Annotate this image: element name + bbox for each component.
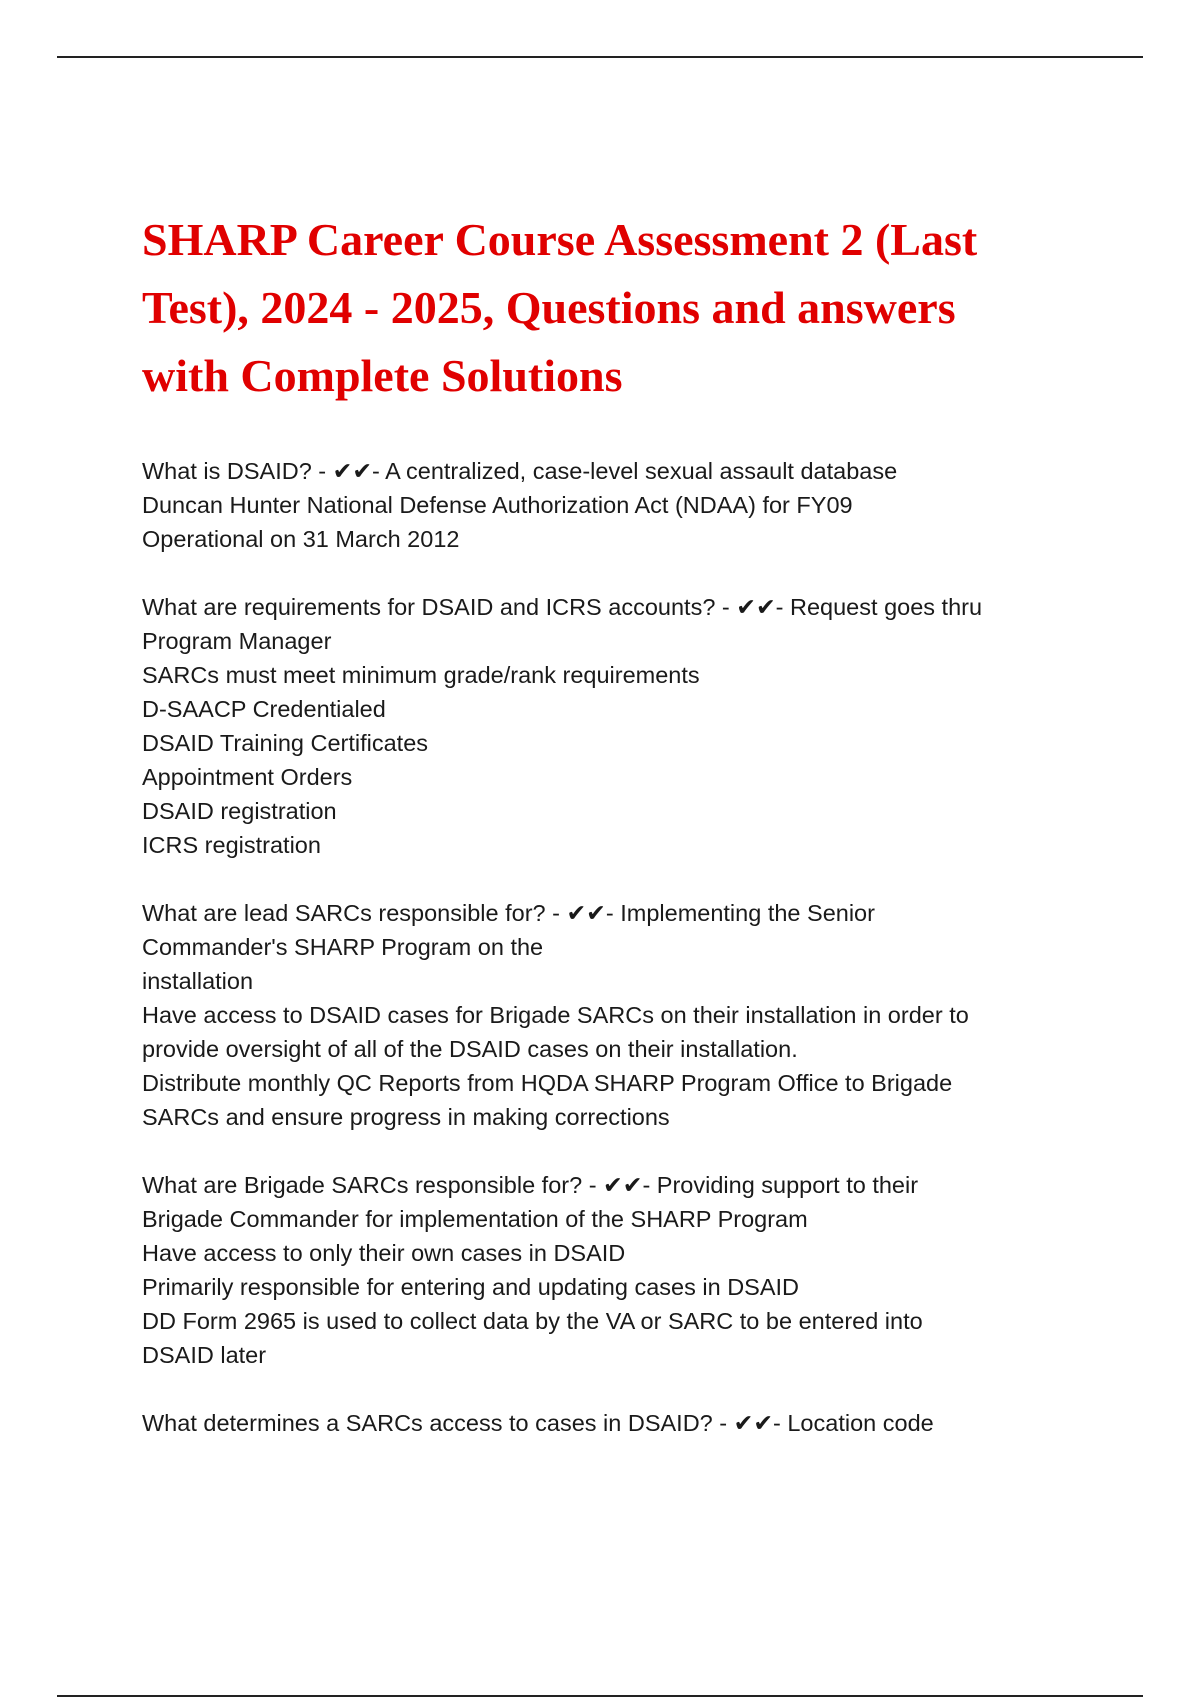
title-line: Test), 2024 - 2025, Questions and answers: [142, 282, 956, 333]
document-title: [142, 206, 1082, 410]
qa-line: Distribute monthly QC Reports from HQDA SHARP Program Office to Brigade: [142, 1070, 953, 1096]
qa-line: Have access to DSAID cases for Brigade SARCs on their installation in order to: [142, 1002, 969, 1028]
qa-line: Operational on 31 March 2012: [142, 526, 460, 552]
qa-line: ICRS registration: [142, 832, 321, 858]
qa-line: DSAID Training Certificates: [142, 730, 429, 756]
qa-line: What are requirements for DSAID and ICRS accounts? - ✔✔- Request goes thru: [142, 594, 983, 620]
qa-line: Commander's SHARP Program on the: [142, 934, 544, 960]
qa-line: installation: [142, 968, 254, 994]
qa-line: Duncan Hunter National Defense Authorization Act (NDAA) for FY09: [142, 492, 853, 518]
qa-item-brigade-sarcs: [142, 1168, 1082, 1372]
qa-line: SARCs must meet minimum grade/rank requirements: [142, 662, 700, 688]
qa-line: Program Manager: [142, 628, 332, 654]
qa-line: provide oversight of all of the DSAID cases on their installation.: [142, 1036, 798, 1062]
qa-line: SARCs and ensure progress in making corrections: [142, 1104, 670, 1130]
qa-line: What are Brigade SARCs responsible for? - ✔✔- Providing support to their: [142, 1172, 919, 1198]
title-line: SHARP Career Course Assessment 2 (Last: [142, 214, 978, 265]
qa-item-access-determination: [142, 1406, 1082, 1440]
qa-item-account-requirements: [142, 590, 1082, 862]
qa-line: What is DSAID? - ✔✔- A centralized, case-level sexual assault database: [142, 458, 898, 484]
qa-line: Appointment Orders: [142, 764, 353, 790]
qa-line: What are lead SARCs responsible for? - ✔✔- Implementing the Senior: [142, 900, 875, 926]
qa-line: DSAID later: [142, 1342, 267, 1368]
qa-line: DD Form 2965 is used to collect data by the VA or SARC to be entered into: [142, 1308, 923, 1334]
header-rule: [57, 56, 1143, 58]
qa-line: Primarily responsible for entering and updating cases in DSAID: [142, 1274, 800, 1300]
qa-line: DSAID registration: [142, 798, 337, 824]
qa-line: What determines a SARCs access to cases in DSAID? - ✔✔- Location code: [142, 1410, 934, 1436]
footer-rule: [57, 1695, 1143, 1697]
document-body: [142, 206, 1082, 1474]
qa-line: D-SAACP Credentialed: [142, 696, 386, 722]
title-line: with Complete Solutions: [142, 350, 623, 401]
qa-item-dsaid: [142, 454, 1082, 556]
qa-item-lead-sarcs: [142, 896, 1082, 1134]
qa-line: Have access to only their own cases in DSAID: [142, 1240, 626, 1266]
qa-line: Brigade Commander for implementation of the SHARP Program: [142, 1206, 808, 1232]
